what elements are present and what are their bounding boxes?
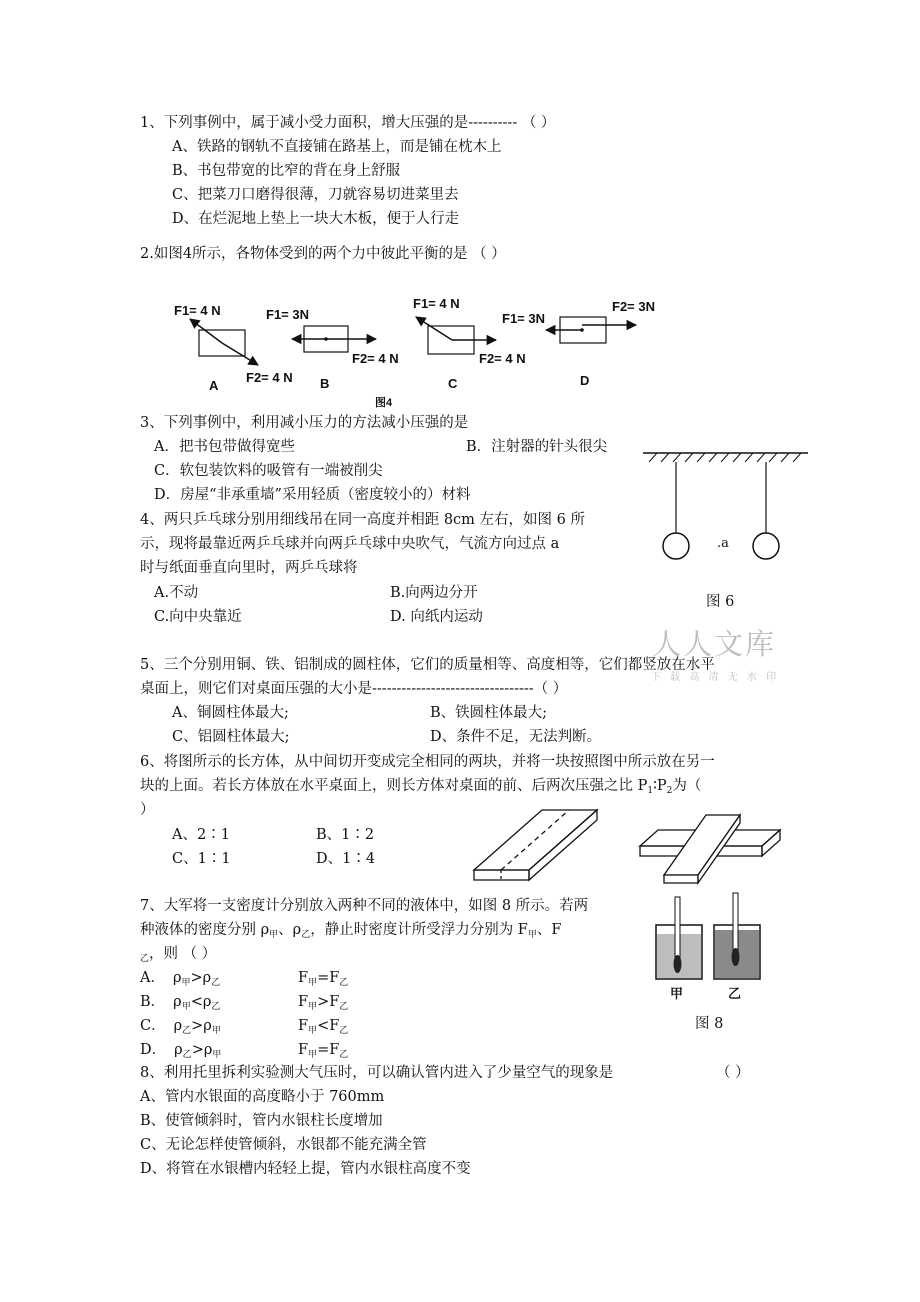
q7-l2-part1: 种液体的密度分别 ρ [140,922,270,938]
q7-opt-fs1: 甲 [308,1050,318,1060]
q8-stem: 8、利用托里拆利实验测大气压时，可以确认管内进入了少量空气的现象是 [140,1065,614,1081]
fig8-hydrometer-jia [675,897,680,957]
q5-line1: 5、三个分别用铜、铁、铝制成的圆柱体，它们的质量相等、高度相等，它们都竖放在水平 [140,657,715,673]
q7-l2-part2: 、ρ [278,922,302,938]
q7-l2-part4: 、F [536,922,562,938]
q7-opt-fop: =F [317,970,340,986]
q7-opt-fs2: 乙 [339,1050,349,1060]
q4-option-b: B.向两边分开 [390,585,478,601]
watermark-subtitle: 下 载 高 清 无 水 印 [651,672,780,683]
q8-option-d: D、将管在水银槽内轻轻上提，管内水银柱高度不变 [140,1161,471,1177]
q7-opt-s2: 乙 [211,978,221,988]
q7-opt-k: B． [140,994,166,1010]
fig6-point-a: .a [717,536,729,551]
q6-p2-sub: 2 [666,786,673,796]
q8-option-a: A、管内水银面的高度略小于 760mm [140,1089,385,1105]
fig4-c-f2-label: F2= 4 N [479,351,526,366]
q7-opt-s1: 乙 [182,1050,192,1060]
q4-line1: 4、两只乒乓球分别用细线吊在同一高度并相距 8cm 左右，如图 6 所 [140,512,585,528]
q7-opt-s1: 乙 [182,1026,192,1036]
q7-opt-k: D． [140,1042,167,1058]
q7-opt-s2: 乙 [211,1002,221,1012]
fig6-caption: 图 6 [706,594,735,610]
q7-opt-r1: ρ [172,970,182,986]
fig8-hydrometer-jia-bulb [674,955,682,973]
q6-line1: 6、将图所示的长方体，从中间切开变成完全相同的两块，并将一块按照图中所示放在另一 [140,754,715,770]
q7-l2-part3: ，静止时密度计所受浮力分别为 F [310,922,528,938]
fig8-label-jia: 甲 [670,987,684,1002]
q6-tail: 为（ [672,778,702,794]
q7-l3-sub: 乙 [140,954,150,964]
q2-stem: 2.如图4所示，各物体受到的两个力中彼此平衡的是 （ ） [140,246,506,262]
q7-opt-s1: 甲 [181,978,191,988]
fig4-b-f1-label: F1= 3N [266,307,309,322]
q7-opt-fs2: 乙 [339,1026,349,1036]
q7-opt-s1: 甲 [181,1002,191,1012]
q7-opt-op: >ρ [191,1042,213,1058]
q7-opt-op: >ρ [191,1018,212,1034]
q5-option-b: B、铁圆柱体最大; [430,705,548,721]
q7-opt-k: C． [140,1018,166,1034]
q3-option-d: D．房屋“非承重墙”采用轻质（密度较小的）材料 [154,487,471,503]
q5-option-a: A、铜圆柱体最大; [172,705,289,721]
q4-line2: 示，现将最靠近两乒乓球并向两乒乓球中央吹气，气流方向过点 a [140,536,560,552]
fig4-a-f2-label: F2= 4 N [246,370,293,385]
q5-option-c: C、铝圆柱体最大; [172,729,290,745]
q3-option-a: A．把书包带做得宽些 [154,439,295,455]
q4-option-c: C.向中央靠近 [154,609,242,625]
q8-option-b: B、使管倾斜时，管内水银柱长度增加 [140,1113,383,1129]
q7-line1: 7、大军将一支密度计分别放入两种不同的液体中，如图 8 所示。若两 [140,898,589,914]
q5-line2: 桌面上，则它们对桌面压强的大小是---------------------------------（ ） [140,681,568,697]
q7-opt-op: <ρ [190,994,212,1010]
q6-option-a: A、2∶1 [172,827,230,843]
q7-opt-r1: ρ [174,1042,183,1058]
q1-stem: 1、下列事例中，属于减小受力面积，增大压强的是---------- （ ） [140,115,556,131]
q7-opt-r1: ρ [173,994,182,1010]
watermark-title: 人人文库 [652,627,777,661]
q1-option-c: C、把菜刀口磨得很薄，刀就容易切进菜里去 [172,187,459,203]
q6-p1-sub: 1 [647,786,654,796]
fig4-b-f2-label: F2= 4 N [352,351,399,366]
q7-opt-s2: 甲 [212,1050,222,1060]
q7-l2-sub2: 乙 [301,930,311,940]
q6-line3: ） [140,802,155,818]
fig4-a-f1-label: F1= 4 N [174,303,221,318]
q7-opt-r1: ρ [173,1018,183,1034]
q6-option-b: B、1∶2 [316,827,375,843]
q7-opt-k: A． [140,970,165,986]
fig4-d-f1-label: F1= 3N [502,311,545,326]
q7-opt-fs1: 甲 [308,1026,318,1036]
q7-l2-sub1: 甲 [269,930,279,940]
q1-option-d: D、在烂泥地上垫上一块大木板，便于人行走 [172,211,460,227]
q7-opt-f: F [298,970,309,986]
fig8-label-yi: 乙 [728,987,742,1002]
q7-opt-fs1: 甲 [308,1002,318,1012]
q7-opt-fop: <F [317,1018,340,1034]
q7-opt-fs2: 乙 [339,1002,349,1012]
fig4-c-f1-label: F1= 4 N [413,296,460,311]
q7-opt-op: >ρ [190,970,212,986]
fig8-hydrometer-yi-bulb [732,948,740,966]
q1-option-a: A、铁路的钢轨不直接铺在路基上，而是铺在枕木上 [172,139,502,155]
q6-option-d: D、1∶4 [316,851,376,867]
q3-option-b: B．注射器的针头很尖 [466,439,608,455]
fig4-caption: 图4 [375,397,393,409]
q8-option-c: C、无论怎样使管倾斜，水银都不能充满全管 [140,1137,427,1153]
q4-option-a: A.不动 [154,585,199,601]
q7-opt-fop: >F [317,994,340,1010]
q4-option-d: D. 向纸内运动 [390,609,483,625]
q8-paren: （ ） [716,1065,750,1081]
q7-opt-fop: =F [317,1042,340,1058]
q4-line3: 时与纸面垂直向里时，两乒乓球将 [140,560,358,576]
fig8-hydrometer-yi [733,893,738,951]
q6-option-c: C、1∶1 [172,851,231,867]
q7-l3-text: ，则 （ ） [149,946,217,962]
q7-opt-f: F [298,1018,309,1034]
fig4-a-letter: A [209,378,219,393]
q7-opt-f: F [298,994,309,1010]
fig4-d-f2-label: F2= 3N [612,299,655,314]
q3-stem: 3、下列事例中，利用减小压力的方法减小压强的是 [140,415,469,431]
fig4-c-letter: C [448,376,458,391]
q6-line2-text: 块的上面。若长方体放在水平桌面上，则长方体对桌面的前、后两次压强之比 P [140,778,648,794]
fig8-caption: 图 8 [695,1016,724,1032]
q7-opt-fs2: 乙 [339,978,349,988]
q5-option-d: D、条件不足，无法判断。 [430,729,602,745]
fig4-b-letter: B [320,376,330,391]
q1-option-b: B、书包带宽的比窄的背在身上舒服 [172,163,401,179]
fig4-d-letter: D [580,373,590,388]
q3-option-c: C．软包装饮料的吸管有一端被削尖 [154,463,383,479]
q7-opt-fs1: 甲 [308,978,318,988]
q7-opt-s2: 甲 [211,1026,221,1036]
q6-colon: ∶P [653,778,667,794]
q7-l2-sub3: 甲 [527,930,537,940]
q7-opt-f: F [298,1042,309,1058]
